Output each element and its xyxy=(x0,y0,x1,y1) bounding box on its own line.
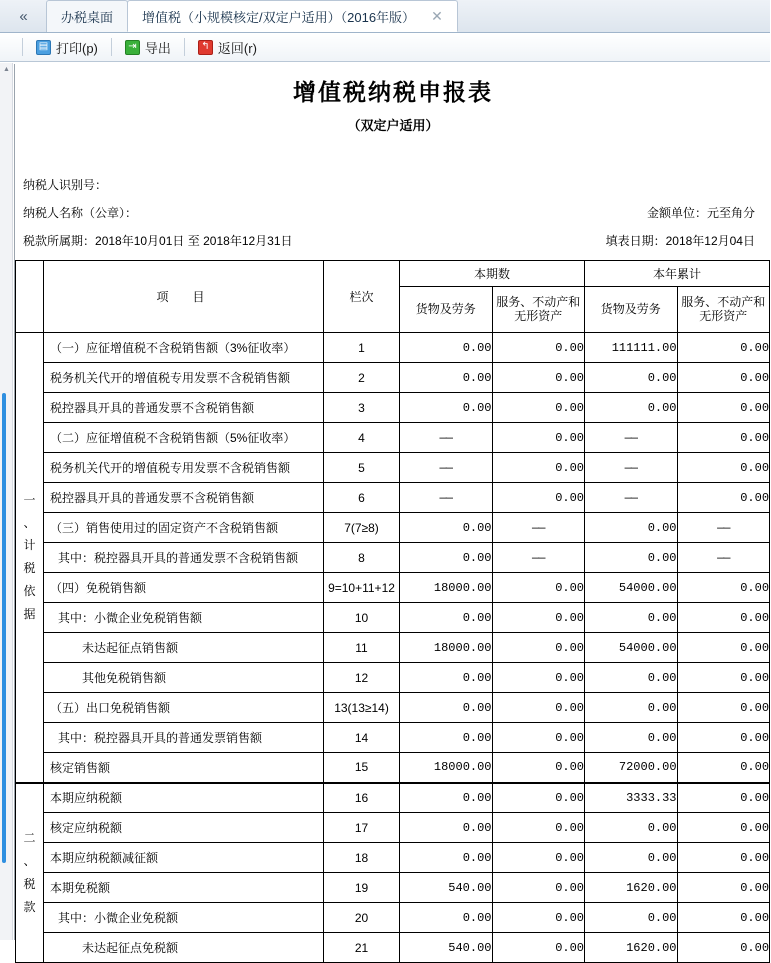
row-line-number: 3 xyxy=(324,393,400,423)
cell-current-services[interactable]: 0.00 xyxy=(492,903,585,933)
cell-cumulative-services[interactable]: 0.00 xyxy=(677,483,770,513)
row-item-label: 其中：小微企业免税额 xyxy=(44,903,324,933)
row-item-label: 本期应纳税额减征额 xyxy=(44,843,324,873)
table-row xyxy=(16,603,770,633)
amount-unit-label: 金额单位：元至角分 xyxy=(646,206,755,220)
row-item-label: 其中：小微企业免税销售额 xyxy=(44,603,324,633)
table-head xyxy=(16,261,770,333)
cell-current-goods[interactable]: 0.00 xyxy=(400,723,493,753)
cell-cumulative-services[interactable]: 0.00 xyxy=(677,393,770,423)
back-button[interactable] xyxy=(193,36,262,59)
tab-label: 增值税（小规模核定/双定户适用）（2016年版） xyxy=(142,9,416,25)
row-line-number: 18 xyxy=(324,843,400,873)
section-label-char: 税 xyxy=(23,876,36,891)
cell-current-goods[interactable]: 0.00 xyxy=(400,333,493,363)
section-label-char: 、 xyxy=(23,515,36,530)
row-item-label: 未达起征点销售额 xyxy=(44,633,324,663)
table-row xyxy=(16,453,770,483)
cell-cumulative-services[interactable]: 0.00 xyxy=(677,783,770,813)
collapse-tabs-icon[interactable]: « xyxy=(19,7,27,25)
table-row xyxy=(16,933,770,963)
cell-current-goods[interactable]: 0.00 xyxy=(400,513,493,543)
row-item-label: 本期应纳税额 xyxy=(44,783,324,813)
form-meta xyxy=(15,176,771,249)
tab-bar xyxy=(0,0,770,33)
column-header-current-goods: 货物及劳务 xyxy=(400,287,493,333)
cell-cumulative-goods[interactable]: 0.00 xyxy=(585,663,678,693)
table-row xyxy=(16,873,770,903)
row-item-label: 其中：税控器具开具的普通发票销售额 xyxy=(44,723,324,753)
table-row xyxy=(16,783,770,813)
cell-current-goods[interactable]: —— xyxy=(400,423,493,453)
cell-current-services[interactable]: 0.00 xyxy=(492,633,585,663)
row-item-label: 其他免税销售额 xyxy=(44,663,324,693)
cell-current-goods[interactable]: 0.00 xyxy=(400,903,493,933)
back-icon: ↰ xyxy=(198,40,213,55)
row-item-label: （二）应征增值税不含税销售额（5%征收率） xyxy=(44,423,324,453)
row-line-number: 16 xyxy=(324,783,400,813)
column-header-item: 项 目 xyxy=(44,261,324,333)
table-body xyxy=(16,333,770,963)
row-item-label: （三）销售使用过的固定资产不含税销售额 xyxy=(44,513,324,543)
cell-current-services[interactable]: 0.00 xyxy=(492,873,585,903)
cell-current-services[interactable]: 0.00 xyxy=(492,663,585,693)
table-row xyxy=(16,753,770,783)
row-line-number: 19 xyxy=(324,873,400,903)
section-label-char: 据 xyxy=(23,606,36,621)
tax-period-label: 税款所属期： xyxy=(23,234,96,248)
cell-current-goods[interactable]: 0.00 xyxy=(400,663,493,693)
cell-current-goods[interactable]: 540.00 xyxy=(400,933,493,963)
cell-current-goods[interactable]: 540.00 xyxy=(400,873,493,903)
section-label-char: 一 xyxy=(23,492,36,507)
meta-row-taxpayer-name xyxy=(23,204,763,221)
cell-current-services[interactable]: 0.00 xyxy=(492,783,585,813)
cell-current-goods[interactable]: 18000.00 xyxy=(400,633,493,663)
cell-current-services[interactable]: 0.00 xyxy=(492,723,585,753)
row-line-number: 9=10+11+12 xyxy=(324,573,400,603)
declaration-table xyxy=(15,260,770,963)
tab-office-desktop[interactable] xyxy=(46,0,128,32)
tax-period-join: 至 xyxy=(187,234,200,248)
vertical-scrollbar[interactable] xyxy=(0,63,13,940)
table-row xyxy=(16,693,770,723)
cell-cumulative-services[interactable]: 0.00 xyxy=(677,663,770,693)
cell-current-services[interactable]: 0.00 xyxy=(492,693,585,723)
table-row xyxy=(16,573,770,603)
section-label-char: 、 xyxy=(23,853,36,868)
meta-spacer xyxy=(755,176,763,193)
row-line-number: 10 xyxy=(324,603,400,633)
section-header-cell xyxy=(16,261,44,333)
cell-cumulative-services[interactable]: —— xyxy=(677,513,770,543)
section-label-1 xyxy=(16,333,44,783)
cell-cumulative-goods[interactable]: —— xyxy=(585,423,678,453)
section-label-char: 税 xyxy=(23,561,36,576)
cell-cumulative-goods[interactable]: 0.00 xyxy=(585,693,678,723)
section-label-char: 依 xyxy=(23,584,36,599)
row-line-number: 12 xyxy=(324,663,400,693)
cell-cumulative-services[interactable]: 0.00 xyxy=(677,423,770,453)
cell-cumulative-services[interactable]: 0.00 xyxy=(677,753,770,783)
row-line-number: 8 xyxy=(324,543,400,573)
row-line-number: 13(13≥14) xyxy=(324,693,400,723)
table-row xyxy=(16,363,770,393)
cell-cumulative-goods[interactable]: 72000.00 xyxy=(585,753,678,783)
cell-cumulative-goods[interactable]: 0.00 xyxy=(585,723,678,753)
cell-current-services[interactable]: 0.00 xyxy=(492,333,585,363)
toolbar-divider xyxy=(22,38,23,56)
cell-cumulative-goods[interactable]: 1620.00 xyxy=(585,933,678,963)
cell-cumulative-goods[interactable]: 54000.00 xyxy=(585,633,678,663)
print-button[interactable] xyxy=(31,36,103,59)
cell-cumulative-services[interactable]: 0.00 xyxy=(677,333,770,363)
cell-current-services[interactable]: 0.00 xyxy=(492,573,585,603)
row-line-number: 17 xyxy=(324,813,400,843)
table-row xyxy=(16,333,770,363)
fill-date-value: 2018年12月04日 xyxy=(665,234,755,248)
row-item-label: 税务机关代开的增值税专用发票不含税销售额 xyxy=(44,453,324,483)
toolbar xyxy=(0,33,770,62)
scroll-up-icon[interactable]: ▲ xyxy=(3,66,10,73)
table-row xyxy=(16,423,770,453)
row-line-number: 14 xyxy=(324,723,400,753)
row-line-number: 1 xyxy=(324,333,400,363)
column-group-year-cumulative: 本年累计 xyxy=(585,261,770,287)
table-row xyxy=(16,513,770,543)
fill-date xyxy=(606,232,763,249)
row-item-label: 核定销售额 xyxy=(44,753,324,783)
cell-current-services[interactable]: 0.00 xyxy=(492,933,585,963)
table-row xyxy=(16,543,770,573)
cell-cumulative-goods[interactable]: 0.00 xyxy=(585,813,678,843)
table-row xyxy=(16,843,770,873)
cell-cumulative-services[interactable]: 0.00 xyxy=(677,603,770,633)
row-item-label: 核定应纳税额 xyxy=(44,813,324,843)
cell-cumulative-services[interactable]: 0.00 xyxy=(677,693,770,723)
row-item-label: （五）出口免税销售额 xyxy=(44,693,324,723)
cell-current-goods[interactable]: 0.00 xyxy=(400,783,493,813)
cell-cumulative-goods[interactable]: 0.00 xyxy=(585,903,678,933)
row-line-number: 15 xyxy=(324,753,400,783)
cell-cumulative-services[interactable]: 0.00 xyxy=(677,813,770,843)
meta-row-taxpayer-id xyxy=(23,176,763,193)
tab-label: 办税桌面 xyxy=(61,10,114,25)
row-line-number: 6 xyxy=(324,483,400,513)
row-item-label: （四）免税销售额 xyxy=(44,573,324,603)
print-button-label: 打印(p) xyxy=(56,40,98,56)
table-row xyxy=(16,483,770,513)
meta-row-period xyxy=(23,232,763,249)
cell-cumulative-goods[interactable]: 0.00 xyxy=(585,843,678,873)
tax-period xyxy=(23,232,293,249)
cell-current-services[interactable]: —— xyxy=(492,513,585,543)
page-title: 增值税纳税申报表 xyxy=(293,80,493,105)
cell-cumulative-goods[interactable]: 0.00 xyxy=(585,603,678,633)
cell-cumulative-services[interactable]: 0.00 xyxy=(677,873,770,903)
table-row xyxy=(16,813,770,843)
scrollbar-thumb[interactable] xyxy=(2,393,6,863)
toolbar-divider xyxy=(184,38,185,56)
section-label-2 xyxy=(16,783,44,963)
taxpayer-name-label: 纳税人名称（公章）： xyxy=(23,206,138,220)
cell-cumulative-services[interactable]: —— xyxy=(677,543,770,573)
cell-current-goods[interactable]: 0.00 xyxy=(400,603,493,633)
cell-current-goods[interactable]: 18000.00 xyxy=(400,573,493,603)
taxpayer-id-label: 纳税人识别号： xyxy=(23,178,108,192)
column-header-cumulative-services: 服务、不动产和无形资产 xyxy=(677,287,770,333)
table-row xyxy=(16,663,770,693)
export-icon: ⇥ xyxy=(125,40,140,55)
row-line-number: 21 xyxy=(324,933,400,963)
cell-current-services[interactable]: —— xyxy=(492,543,585,573)
row-line-number: 11 xyxy=(324,633,400,663)
cell-current-goods[interactable]: 0.00 xyxy=(400,543,493,573)
column-header-cumulative-goods: 货物及劳务 xyxy=(585,287,678,333)
cell-current-services[interactable]: 0.00 xyxy=(492,483,585,513)
table-row xyxy=(16,393,770,423)
cell-current-goods[interactable]: 0.00 xyxy=(400,693,493,723)
cell-cumulative-goods[interactable]: —— xyxy=(585,483,678,513)
cell-current-services[interactable]: 0.00 xyxy=(492,393,585,423)
cell-cumulative-services[interactable]: 0.00 xyxy=(677,903,770,933)
row-item-label: （一）应征增值税不含税销售额（3%征收率） xyxy=(44,333,324,363)
table-head-row-1 xyxy=(16,261,770,287)
column-header-current-services: 服务、不动产和无形资产 xyxy=(492,287,585,333)
cell-current-services[interactable]: 0.00 xyxy=(492,813,585,843)
row-item-label: 税务机关代开的增值税专用发票不含税销售额 xyxy=(44,363,324,393)
print-icon: ▤ xyxy=(36,40,51,55)
cell-current-services[interactable]: 0.00 xyxy=(492,363,585,393)
row-line-number: 4 xyxy=(324,423,400,453)
cell-cumulative-goods[interactable]: —— xyxy=(585,453,678,483)
cell-current-services[interactable]: 0.00 xyxy=(492,423,585,453)
column-header-no: 栏次 xyxy=(324,261,400,333)
cell-current-goods[interactable]: —— xyxy=(400,483,493,513)
cell-cumulative-services[interactable]: 0.00 xyxy=(677,633,770,663)
tax-period-start: 2018年10月01日 xyxy=(95,234,185,248)
tax-period-end: 2018年12月31日 xyxy=(203,234,293,248)
export-button-label: 导出 xyxy=(144,40,171,56)
page-subtitle: （双定户适用） xyxy=(347,118,439,133)
fill-date-label: 填表日期： xyxy=(605,234,666,248)
toolbar-divider xyxy=(111,38,112,56)
table-row xyxy=(16,633,770,663)
cell-cumulative-services[interactable]: 0.00 xyxy=(677,933,770,963)
table-row xyxy=(16,723,770,753)
cell-cumulative-goods[interactable]: 54000.00 xyxy=(585,573,678,603)
export-button[interactable] xyxy=(120,36,176,59)
section-label-char: 计 xyxy=(23,538,36,553)
cell-cumulative-goods[interactable]: 3333.33 xyxy=(585,783,678,813)
cell-cumulative-goods[interactable]: 1620.00 xyxy=(585,873,678,903)
cell-current-goods[interactable]: 0.00 xyxy=(400,813,493,843)
section-label-char: 款 xyxy=(23,899,36,914)
cell-current-goods[interactable]: 18000.00 xyxy=(400,753,493,783)
cell-current-services[interactable]: 0.00 xyxy=(492,753,585,783)
cell-current-services[interactable]: 0.00 xyxy=(492,843,585,873)
row-item-label: 未达起征点免税额 xyxy=(44,933,324,963)
cell-cumulative-goods[interactable]: 0.00 xyxy=(585,543,678,573)
row-item-label: 税控器具开具的普通发票不含税销售额 xyxy=(44,393,324,423)
row-line-number: 5 xyxy=(324,453,400,483)
cell-current-goods[interactable]: 0.00 xyxy=(400,363,493,393)
cell-cumulative-goods[interactable]: 0.00 xyxy=(585,393,678,423)
row-line-number: 7(7≥8) xyxy=(324,513,400,543)
table-row xyxy=(16,903,770,933)
row-line-number: 20 xyxy=(324,903,400,933)
row-item-label: 本期免税额 xyxy=(44,873,324,903)
cell-cumulative-services[interactable]: 0.00 xyxy=(677,723,770,753)
cell-current-services[interactable]: 0.00 xyxy=(492,453,585,483)
row-line-number: 2 xyxy=(324,363,400,393)
cell-cumulative-services[interactable]: 0.00 xyxy=(677,573,770,603)
close-icon[interactable]: ✕ xyxy=(431,8,443,24)
cell-cumulative-services[interactable]: 0.00 xyxy=(677,843,770,873)
row-item-label: 其中：税控器具开具的普通发票不含税销售额 xyxy=(44,543,324,573)
cell-cumulative-services[interactable]: 0.00 xyxy=(677,453,770,483)
cell-cumulative-services[interactable]: 0.00 xyxy=(677,363,770,393)
cell-current-goods[interactable]: 0.00 xyxy=(400,393,493,423)
back-button-label: 返回(r) xyxy=(217,40,257,56)
row-item-label: 税控器具开具的普通发票不含税销售额 xyxy=(44,483,324,513)
cell-cumulative-goods[interactable]: 0.00 xyxy=(585,513,678,543)
tab-vat-declaration[interactable] xyxy=(127,0,458,32)
section-label-char: 二 xyxy=(23,831,36,846)
cell-cumulative-goods[interactable]: 111111.00 xyxy=(585,333,678,363)
cell-current-goods[interactable]: —— xyxy=(400,453,493,483)
cell-cumulative-goods[interactable]: 0.00 xyxy=(585,363,678,393)
document-viewport xyxy=(14,64,770,955)
cell-current-services[interactable]: 0.00 xyxy=(492,603,585,633)
cell-current-goods[interactable]: 0.00 xyxy=(400,843,493,873)
declaration-form xyxy=(15,74,771,963)
column-group-current-period: 本期数 xyxy=(400,261,585,287)
